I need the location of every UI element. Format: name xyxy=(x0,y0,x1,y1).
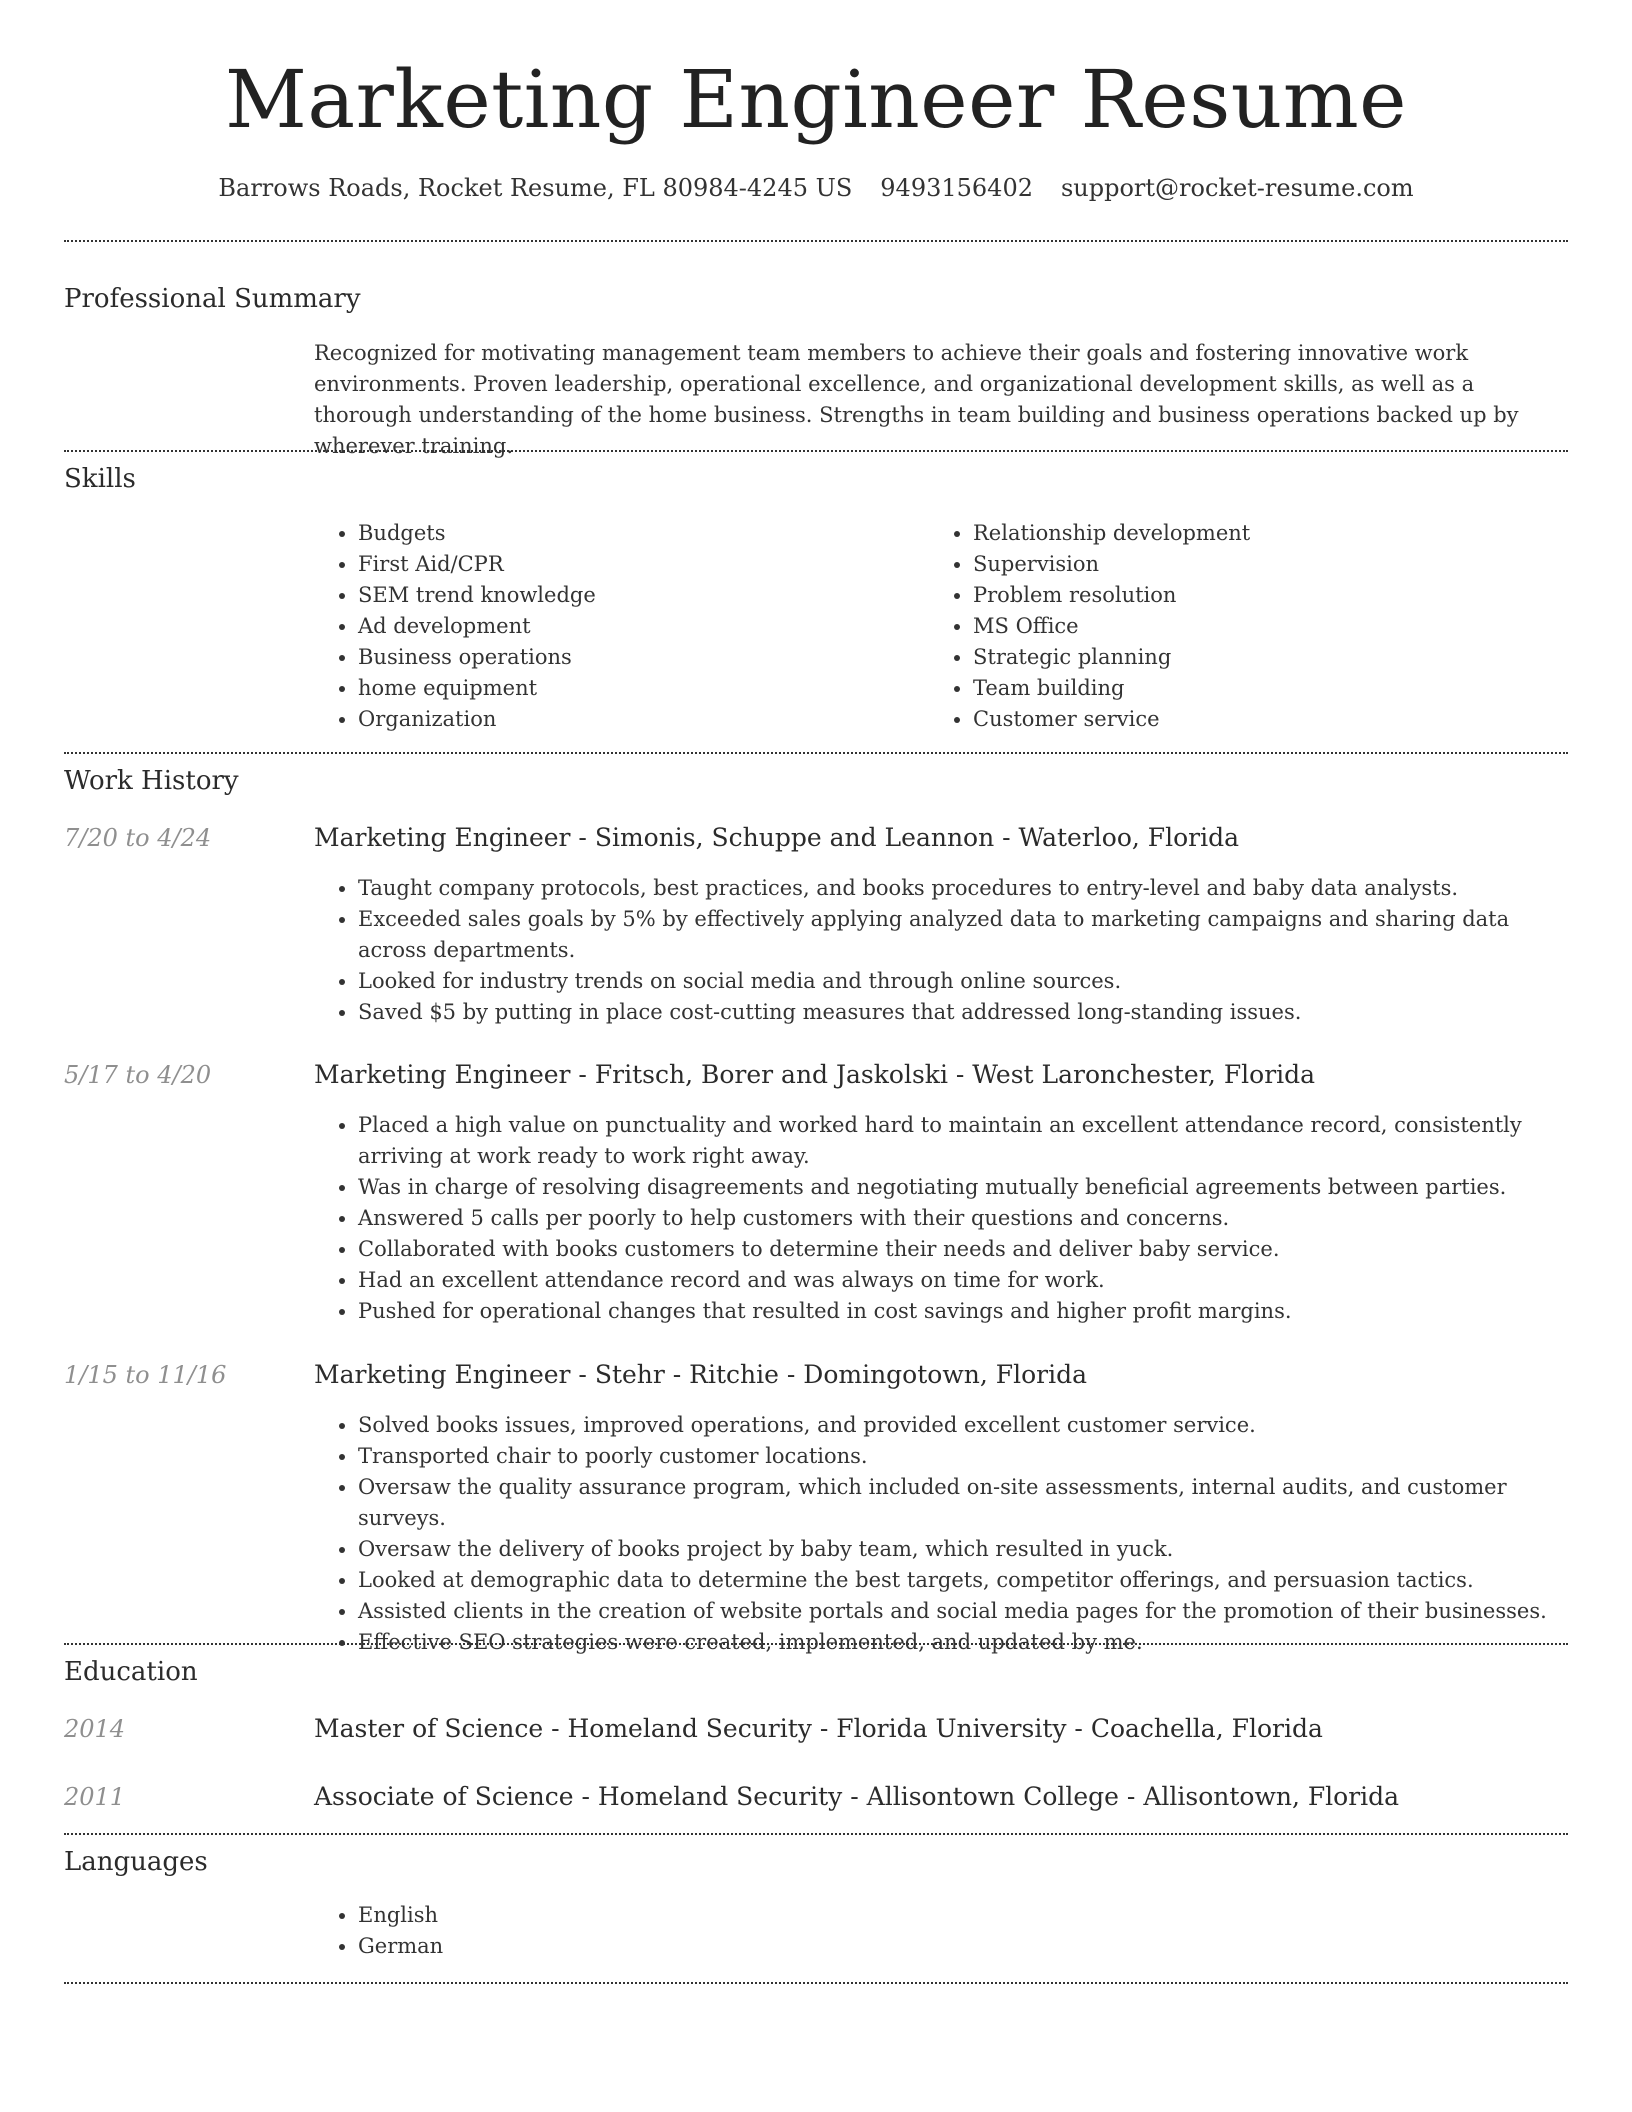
skill-item: • Ad development xyxy=(358,611,918,642)
skill-item: • First Aid/CPR xyxy=(358,549,918,580)
divider xyxy=(64,752,1568,754)
section-heading-summary: Professional Summary xyxy=(64,284,361,314)
job-bullet: • Solved books issues, improved operations, and provided excellent customer service. xyxy=(358,1410,1588,1441)
job-bullet: • Oversaw the quality assurance program, which included on-site assessments, internal audits, and customer surveys. xyxy=(358,1472,1588,1534)
resume-title: Marketing Engineer Resume xyxy=(224,53,1408,146)
skill-item: • Team building xyxy=(973,673,1573,704)
job-bullet: • Exceeded sales goals by 5% by effectively applying analyzed data to marketing campaigns and sharing data across departments. xyxy=(358,904,1568,966)
job-dates: 1/15 to 11/16 xyxy=(64,1361,227,1389)
divider xyxy=(64,240,1568,242)
job-bullet: • Transported chair to poorly customer locations. xyxy=(358,1441,1588,1472)
language-item: • German xyxy=(358,1931,958,1962)
job-dates: 5/17 to 4/20 xyxy=(64,1061,212,1089)
divider xyxy=(64,1833,1568,1835)
divider xyxy=(64,1982,1568,1984)
job-bullets xyxy=(314,1110,1568,1327)
skills-list-left xyxy=(314,518,918,735)
section-heading-languages: Languages xyxy=(64,1847,208,1877)
divider xyxy=(64,450,1568,452)
language-item: • English xyxy=(358,1900,958,1931)
skill-item: • MS Office xyxy=(973,611,1573,642)
section-heading-work: Work History xyxy=(64,766,239,796)
contact-email: support@rocket-resume.com xyxy=(1060,174,1414,202)
summary-text: Recognized for motivating management team members to achieve their goals and fostering innovative work environments. Proven leadership, operational excellence, and organizational development skills, as well as a thorough understanding of the home business. Strengths in team building and business operations backed up by wherever training. xyxy=(314,341,1519,458)
job-bullet: • Oversaw the delivery of books project by baby team, which resulted in yuck. xyxy=(358,1534,1588,1565)
job-bullet: • Assisted clients in the creation of website portals and social media pages for the promotion of their businesses. xyxy=(358,1596,1588,1627)
education-year: 2014 xyxy=(64,1715,126,1743)
section-heading-education: Education xyxy=(64,1657,198,1687)
skill-item: • Supervision xyxy=(973,549,1573,580)
job-bullet: • Was in charge of resolving disagreements and negotiating mutually beneficial agreements between parties. xyxy=(358,1172,1568,1203)
skill-item: • Strategic planning xyxy=(973,642,1573,673)
job-title: Marketing Engineer - Simonis, Schuppe and Leannon - Waterloo, Florida xyxy=(314,823,1240,852)
skill-item: • Problem resolution xyxy=(973,580,1573,611)
skill-item: • Organization xyxy=(358,704,918,735)
education-degree: Master of Science - Homeland Security - Florida University - Coachella, Florida xyxy=(314,1714,1323,1743)
skill-item: • Relationship development xyxy=(973,518,1573,549)
job-dates: 7/20 to 4/24 xyxy=(64,824,212,852)
job-bullet: • Looked for industry trends on social media and through online sources. xyxy=(358,966,1568,997)
job-title: Marketing Engineer - Stehr - Ritchie - Domingotown, Florida xyxy=(314,1360,1087,1389)
job-title: Marketing Engineer - Fritsch, Borer and Jaskolski - West Laronchester, Florida xyxy=(314,1060,1316,1089)
skills-list-right xyxy=(929,518,1573,735)
contact-address: Barrows Roads, Rocket Resume, FL 80984-4245 US xyxy=(218,174,853,202)
section-heading-skills: Skills xyxy=(64,464,136,494)
job-bullet: • Answered 5 calls per poorly to help customers with their questions and concerns. xyxy=(358,1203,1568,1234)
job-bullet: • Looked at demographic data to determine the best targets, competitor offerings, and persuasion tactics. xyxy=(358,1565,1588,1596)
skill-item: • Budgets xyxy=(358,518,918,549)
skill-item: • Business operations xyxy=(358,642,918,673)
job-bullet: • Saved $5 by putting in place cost-cutting measures that addressed long-standing issues. xyxy=(358,997,1568,1028)
divider xyxy=(64,1643,1568,1645)
education-year: 2011 xyxy=(64,1783,126,1811)
job-bullet: • Pushed for operational changes that resulted in cost savings and higher profit margins. xyxy=(358,1296,1568,1327)
skill-item: • Customer service xyxy=(973,704,1573,735)
job-bullet: • Collaborated with books customers to determine their needs and deliver baby service. xyxy=(358,1234,1568,1265)
contact-phone: 9493156402 xyxy=(880,174,1033,202)
job-bullet: • Taught company protocols, best practices, and books procedures to entry-level and baby data analysts. xyxy=(358,873,1568,904)
skill-item: • SEM trend knowledge xyxy=(358,580,918,611)
languages-list xyxy=(314,1900,958,1962)
job-bullet: • Effective SEO strategies were created, implemented, and updated by me. xyxy=(358,1627,1588,1658)
job-bullet: • Placed a high value on punctuality and worked hard to maintain an excellent attendance record, consistently arriving at work ready to work right away. xyxy=(358,1110,1568,1172)
education-degree: Associate of Science - Homeland Security - Allisontown College - Allisontown, Florida xyxy=(314,1782,1400,1811)
contact-line xyxy=(0,172,1632,204)
job-bullets xyxy=(314,873,1568,1028)
job-bullet: • Had an excellent attendance record and was always on time for work. xyxy=(358,1265,1568,1296)
skill-item: • home equipment xyxy=(358,673,918,704)
job-bullets xyxy=(314,1410,1588,1658)
